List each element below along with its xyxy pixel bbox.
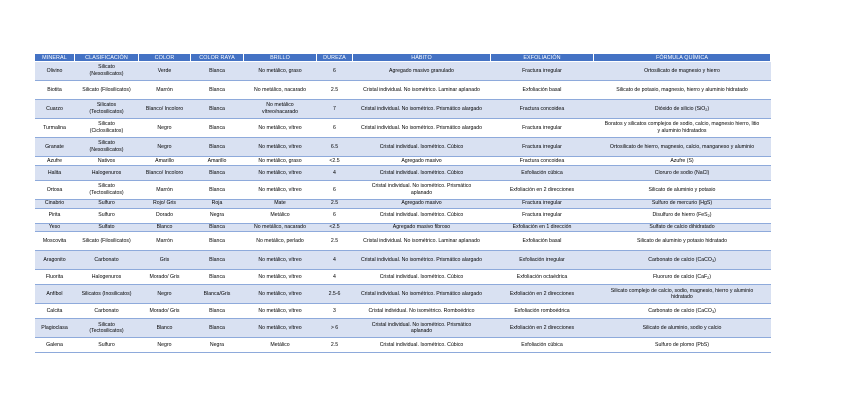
mineral-table-sheet [34,53,770,353]
table-cell[interactable]: Sulfuro de mercurio (HgS) [594,199,771,208]
table-cell[interactable]: Cristal individual. No isométrico. Prismático alargado [353,285,491,304]
table-cell[interactable]: Roja [191,199,244,208]
table-cell[interactable]: Negro [139,285,191,304]
table-cell[interactable]: Fractura concoidea [491,157,594,166]
table-cell[interactable]: 6 [317,208,353,223]
table-cell[interactable]: Cristal individual. No isométrico. Prismático alargado [353,251,491,270]
table-cell[interactable]: Halogenuros [75,165,139,180]
table-cell[interactable]: Sulfato [75,223,139,232]
table-cell[interactable]: Blanco [139,319,191,338]
table-cell[interactable]: 6 [317,180,353,199]
table-cell[interactable]: No metálico, nacarado [244,223,317,232]
header-cell[interactable]: CLASIFICACIÓN [75,54,139,62]
table-cell[interactable]: 2.5 [317,199,353,208]
table-cell[interactable]: Cristal individual. Isométrico. Cúbico [353,165,491,180]
header-row [35,54,771,62]
table-cell[interactable]: Sulfuro de plomo (PbS) [594,338,771,353]
table-cell[interactable]: Cristal individual. No isométrico. Laminar aplanado [353,232,491,251]
table-cell[interactable]: Fractura irregular [491,208,594,223]
table-cell[interactable]: Silicato (Filosilicatos) [75,232,139,251]
table-row [35,270,771,285]
table-cell[interactable]: Biotita [35,81,75,100]
table-cell[interactable]: <2.5 [317,157,353,166]
table-row [35,251,771,270]
table-cell[interactable]: 4 [317,165,353,180]
table-cell[interactable]: Mate [244,199,317,208]
table-cell[interactable]: Cristal individual. Isométrico. Cúbico [353,270,491,285]
table-cell[interactable]: Aragonito [35,251,75,270]
table-cell[interactable]: Disulfuro de hierro (FeS$_2$) [594,208,771,223]
table-cell[interactable]: Fluorita [35,270,75,285]
table-cell[interactable]: Galena [35,338,75,353]
table-row [35,180,771,199]
table-cell[interactable]: Exfoliación cúbica [491,165,594,180]
table-cell[interactable]: Sulfuro [75,338,139,353]
table-cell[interactable]: Anfíbol [35,285,75,304]
table-cell[interactable]: No metálico vítreo/nacarado [244,100,317,119]
table-cell[interactable]: Silicatos (Tectosilicatos) [75,100,139,119]
table-cell[interactable]: Amarillo [191,157,244,166]
table-cell[interactable]: Morado/ Gris [139,270,191,285]
table-cell[interactable]: Exfoliación octaédrica [491,270,594,285]
table-cell[interactable]: No metálico, vítreo [244,165,317,180]
table-cell[interactable]: Exfoliación en 1 dirección [491,223,594,232]
table-row [35,100,771,119]
header-cell[interactable]: MINERAL [35,54,75,62]
table-cell[interactable]: Cristal individual. Isométrico. Cúbico [353,138,491,157]
table-cell[interactable]: 6 [317,119,353,138]
table-cell[interactable]: Cristal individual. Isométrico. Cúbico [353,208,491,223]
table-cell[interactable]: Exfoliación cúbica [491,338,594,353]
table-cell[interactable]: Exfoliación romboédrica [491,304,594,319]
table-cell[interactable]: Moscovita [35,232,75,251]
table-cell[interactable]: Carbonato [75,251,139,270]
table-cell[interactable]: Halita [35,165,75,180]
table-cell[interactable]: Cristal individual. No isométrico. Romboédrico [353,304,491,319]
table-cell[interactable]: Cristal individual. No isométrico. Prismático aplanado [353,319,491,338]
table-cell[interactable]: Silicato (Ciclosilicatos) [75,119,139,138]
table-cell[interactable]: Blanca [191,319,244,338]
table-cell[interactable]: Olivino [35,62,75,81]
table-body [35,62,771,353]
table-cell[interactable]: Blanca [191,165,244,180]
table-cell[interactable]: No metálico, vítreo [244,251,317,270]
header-cell[interactable]: DUREZA [317,54,353,62]
table-cell[interactable]: Sulfuro [75,208,139,223]
table-cell[interactable]: Silicato de aluminio y potasio [594,180,771,199]
table-cell[interactable]: Silicatos (Inosilicatos) [75,285,139,304]
table-cell[interactable]: Sulfato de calcio dihidratado [594,223,771,232]
table-cell[interactable]: Cristal individual. No isométrico. Prismático aplanado [353,180,491,199]
table-row [35,319,771,338]
table-cell[interactable]: Carbonato de calcio (CaCO$_3$) [594,251,771,270]
table-cell[interactable]: Ortosilicato de magnesio y hierro [594,62,771,81]
table-row [35,165,771,180]
table-cell[interactable]: Silicato de aluminio y potasio hidratado [594,232,771,251]
table-cell[interactable]: Cuarzo [35,100,75,119]
table-cell[interactable]: Dióxido de silicio (SiO$_2$) [594,100,771,119]
table-cell[interactable]: Blanca [191,138,244,157]
table-cell[interactable]: Silicato de potasio, magnesio, hierro y aluminio hidratado [594,81,771,100]
table-cell[interactable]: Silicato complejo de calcio, sodio, magnesio, hierro y aluminio hidratado [594,285,771,304]
table-cell[interactable]: Pirita [35,208,75,223]
table-cell[interactable]: No metálico, nacarado [244,81,317,100]
table-row [35,138,771,157]
table-row [35,62,771,81]
table-cell[interactable]: No metálico, graso [244,157,317,166]
table-cell[interactable]: Silicato (Filosilicatos) [75,81,139,100]
table-cell[interactable]: 4 [317,251,353,270]
table-cell[interactable]: Negro [139,119,191,138]
table-cell[interactable]: Fractura irregular [491,199,594,208]
table-cell[interactable]: Agregado masivo [353,199,491,208]
table-cell[interactable]: Dorado [139,208,191,223]
table-cell[interactable]: Fractura irregular [491,119,594,138]
table-cell[interactable]: Agregado masivo granulado [353,62,491,81]
table-cell[interactable]: Blanca [191,251,244,270]
table-cell[interactable]: Nativos [75,157,139,166]
header-cell[interactable]: EXFOLIACIÓN [491,54,594,62]
table-cell[interactable]: Halogenuros [75,270,139,285]
table-cell[interactable]: Plagioclasa [35,319,75,338]
table-cell[interactable]: Blanca [191,119,244,138]
table-cell[interactable]: Metálico [244,338,317,353]
table-cell[interactable]: Blanca [191,270,244,285]
table-cell[interactable]: Exfoliación basal [491,232,594,251]
table-row [35,119,771,138]
table-cell[interactable]: Blanca [191,81,244,100]
table-cell[interactable]: Marrón [139,180,191,199]
table-cell[interactable]: Amarillo [139,157,191,166]
table-cell[interactable]: Negro [139,138,191,157]
table-cell[interactable]: Azufre (S) [594,157,771,166]
header-cell[interactable]: COLOR RAYA [191,54,244,62]
table-cell[interactable]: Azufre [35,157,75,166]
table-row [35,208,771,223]
table-cell[interactable]: Fractura irregular [491,62,594,81]
table-cell[interactable]: Blanca [191,223,244,232]
table-cell[interactable]: 6 [317,62,353,81]
table-cell[interactable]: 7 [317,100,353,119]
table-cell[interactable]: 2.5 [317,232,353,251]
table-cell[interactable]: Cristal individual. No isométrico. Prismático alargado [353,100,491,119]
table-cell[interactable]: Marrón [139,232,191,251]
table-cell[interactable]: Cristal individual. No isométrico. Laminar aplanado [353,81,491,100]
table-cell[interactable]: Blanca [191,100,244,119]
table-cell[interactable]: No metálico, vítreo [244,285,317,304]
table-cell[interactable]: Fluoruro de calcio (CaF$_2$) [594,270,771,285]
table-cell[interactable]: Verde [139,62,191,81]
table-cell[interactable]: Silicato (Nesosilicatos) [75,138,139,157]
table-cell[interactable]: Turmalina [35,119,75,138]
table-cell[interactable]: Gris [139,251,191,270]
table-cell[interactable]: No metálico, graso [244,62,317,81]
table-cell[interactable]: Silicato (Tectosilicatos) [75,180,139,199]
table-cell[interactable]: Blanco/ Incoloro [139,165,191,180]
table-cell[interactable]: No metálico, vítreo [244,138,317,157]
header-cell[interactable]: BRILLO [244,54,317,62]
table-cell[interactable]: Silicato (Tectosilicatos) [75,319,139,338]
table-cell[interactable]: No metálico, vítreo [244,119,317,138]
table-cell[interactable]: Agregado masivo [353,157,491,166]
table-row [35,285,771,304]
table-cell[interactable]: 4 [317,270,353,285]
header-cell[interactable]: COLOR [139,54,191,62]
table-cell[interactable]: Exfoliación en 2 direcciones [491,180,594,199]
table-cell[interactable]: No metálico, vítreo [244,319,317,338]
table-cell[interactable]: Cinabrio [35,199,75,208]
table-cell[interactable]: Rojo/ Gris [139,199,191,208]
table-row [35,157,771,166]
table-cell[interactable]: 2.5-6 [317,285,353,304]
table-cell[interactable]: Calcita [35,304,75,319]
table-cell[interactable]: Silicato de aluminio, sodio y calcio [594,319,771,338]
table-cell[interactable]: 2.5 [317,338,353,353]
table-cell[interactable]: Blanca [191,232,244,251]
table-cell[interactable]: Boratos y silicatos complejos de sodio, calcio, magnesio hierro, litio y aluminio hidratados [594,119,771,138]
table-cell[interactable]: Negra [191,338,244,353]
table-cell[interactable]: Granate [35,138,75,157]
table-cell[interactable]: Blanca [191,180,244,199]
table-cell[interactable]: Cristal individual. Isométrico. Cúbico [353,338,491,353]
table-cell[interactable]: Exfoliación irregular [491,251,594,270]
table-cell[interactable]: Ortosilicato de hierro, magnesio, calcio, manganeso y aluminio [594,138,771,157]
table-cell[interactable]: Negro [139,338,191,353]
table-row [35,304,771,319]
table-cell[interactable]: Blanca [191,304,244,319]
table-cell[interactable]: No metálico, vítreo [244,270,317,285]
table-cell[interactable]: Metálico [244,208,317,223]
header-cell[interactable]: HÁBITO [353,54,491,62]
table-cell[interactable]: Fractura irregular [491,138,594,157]
table-cell[interactable]: Blanco/ Incoloro [139,100,191,119]
table-cell[interactable]: Carbonato de calcio (CaCO$_3$) [594,304,771,319]
table-cell[interactable]: Exfoliación en 2 direcciones [491,285,594,304]
table-cell[interactable]: Cristal individual. No isométrico. Prismático alargado [353,119,491,138]
table-row [35,338,771,353]
table-cell[interactable]: No metálico, perlado [244,232,317,251]
table-cell[interactable]: <2.5 [317,223,353,232]
table-cell[interactable]: No metálico, vítreo [244,180,317,199]
table-cell[interactable]: 3 [317,304,353,319]
table-cell[interactable]: 2.5 [317,81,353,100]
table-cell[interactable]: Fractura concoidea [491,100,594,119]
header-cell[interactable]: FÓRMULA QUÍMICA [594,54,771,62]
table-cell[interactable]: Blanca/Gris [191,285,244,304]
table-cell[interactable]: Exfoliación en 2 direcciones [491,319,594,338]
table-cell[interactable]: Carbonato [75,304,139,319]
table-cell[interactable]: Exfoliación basal [491,81,594,100]
table-row [35,81,771,100]
table-cell[interactable]: Negra [191,208,244,223]
table-cell[interactable]: Sulfuro [75,199,139,208]
table-cell[interactable]: Ortosa [35,180,75,199]
table-cell[interactable]: Silicato (Nesosilicatos) [75,62,139,81]
table-cell[interactable]: Blanco [139,223,191,232]
table-cell[interactable]: Agregado masivo fibroso [353,223,491,232]
table-cell[interactable]: Marrón [139,81,191,100]
table-cell[interactable]: Blanca [191,62,244,81]
table-row [35,199,771,208]
mineral-table [34,53,771,353]
table-cell[interactable]: Cloruro de sodio (NaCl) [594,165,771,180]
table-row [35,232,771,251]
table-cell[interactable]: 6.5 [317,138,353,157]
table-row [35,223,771,232]
table-cell[interactable]: Morado/ Gris [139,304,191,319]
table-cell[interactable]: No metálico, vítreo [244,304,317,319]
table-cell[interactable]: > 6 [317,319,353,338]
table-cell[interactable]: Yeso [35,223,75,232]
